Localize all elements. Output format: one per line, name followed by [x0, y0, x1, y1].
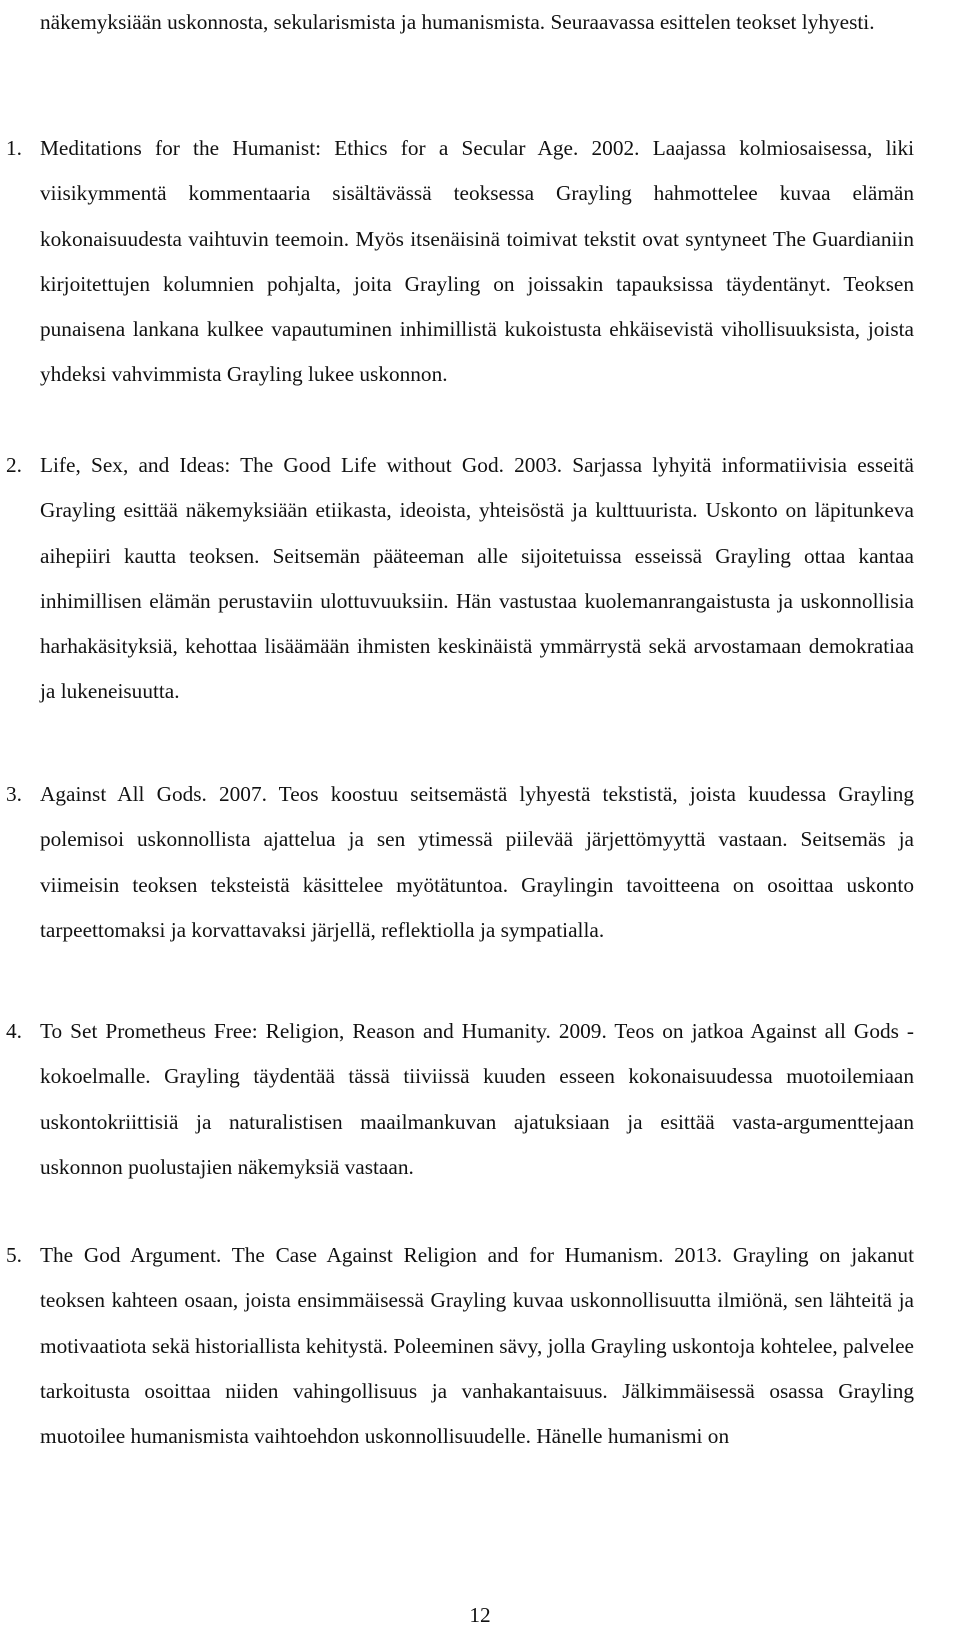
list-item-4 [6, 1009, 914, 1190]
book-title: To Set Prometheus Free: Religion, Reason and Humanity [40, 1019, 546, 1043]
book-year: . 2002. [572, 136, 640, 160]
book-title: The God Argument. The Case Against Religion and for Humanism [40, 1243, 659, 1267]
book-description: Sarjassa lyhyitä informatiivisia esseitä Grayling esittää näkemyksiään etiikasta, ideoista, yhteisöstä ja kulttuurista. Uskonto on läpitunkeva aihepiiri kautta teoksen. Seitsemän pääteeman alle sijoitetuissa esseissä Grayling ottaa kantaa inhimillisen elämän perustaviin ulottuvuuksiin. Hän vastustaa kuolemanrangaistusta ja uskonnollisia harhakäsityksiä, kehottaa lisäämään ihmisten keskinäistä ymmärrystä sekä arvostamaan demokratiaa ja lukeneisuutta. [40, 453, 914, 704]
list-body [40, 443, 914, 715]
list-body [40, 772, 914, 953]
list-item-5 [6, 1233, 914, 1459]
book-title: Meditations for the Humanist: Ethics for a Secular Age [40, 136, 573, 160]
list-item-1 [6, 126, 914, 398]
book-description: Grayling on jakanut teoksen kahteen osaan, joista ensimmäisessä Grayling kuvaa uskonnollisuutta ilmiönä, sen lähteitä ja motivaatiota sekä historiallista kehitystä. Poleeminen sävy, jolla Grayling uskontoja kohtelee, palvelee tarkoitusta osoittaa niiden vahingollisuus ja vanhakantaisuus. Jälkimmäisessä osassa Grayling muotoilee humanismista vaihtoehdon uskonnollisuudelle. Hänelle humanismi on [40, 1243, 914, 1449]
book-year: . 2007. [201, 782, 267, 806]
list-number: 5. [6, 1243, 22, 1267]
book-description: Laajassa kolmiosaisessa, liki viisikymmentä kommentaaria sisältävässä teoksessa Grayling hahmottelee kuvaa elämän kokonaisuudesta vaihtuvin teemoin. Myös itsenäisinä toimivat tekstit ovat syntyneet The Guardianiin kirjoitettujen kolumnien pohjalta, joita Grayling on joissakin tapauksissa täydentänyt. Teoksen punaisena lankana kulkee vapautuminen inhimillistä kukoistusta ehkäisevistä vihollisuuksista, joista yhdeksi vahvimmista Grayling lukee uskonnon. [40, 136, 915, 387]
list-item-3 [6, 772, 914, 953]
book-description: Teos koostuu seitsemästä lyhyestä tekstistä, joista kuudessa Grayling polemisoi uskonnollista ajattelua ja sen ytimessä piilevää järjettömyyttä vastaan. Seitsemäs ja viimeisin teoksen teksteistä käsittelee myötätuntoa. Graylingin tavoitteena on osoittaa uskonto tarpeettomaksi ja korvattavaksi järjellä, reflektiolla ja sympatialla. [40, 782, 914, 942]
page-number: 12 [469, 1603, 491, 1627]
list-number: 1. [6, 136, 22, 160]
list-body [40, 126, 914, 398]
list-body [40, 1233, 914, 1459]
list-number: 4. [6, 1019, 22, 1043]
book-title: Life, Sex, and Ideas: The Good Life without God [40, 453, 499, 477]
intro-paragraph: näkemyksiään uskonnosta, sekularismista ja humanismista. Seuraavassa esittelen teokset lyhyesti. [40, 10, 875, 34]
book-title: Against All Gods [40, 782, 202, 806]
list-number: 2. [6, 453, 22, 477]
list-number: 3. [6, 782, 22, 806]
book-year: . 2013. [658, 1243, 723, 1267]
book-year: . 2003. [498, 453, 563, 477]
book-year: . 2009. [545, 1019, 607, 1043]
list-body [40, 1009, 914, 1190]
list-item-2 [6, 443, 914, 715]
book-description: Teos on jatkoa Against all Gods -kokoelmalle. Grayling täydentää tässä tiiviissä kuuden esseen kokonaisuudessa muotoilemiaan uskontokriittisiä ja naturalistisen maailmankuvan ajatuksiaan ja esittää vasta-argumenttejaan uskonnon puolustajien näkemyksiä vastaan. [40, 1019, 914, 1179]
